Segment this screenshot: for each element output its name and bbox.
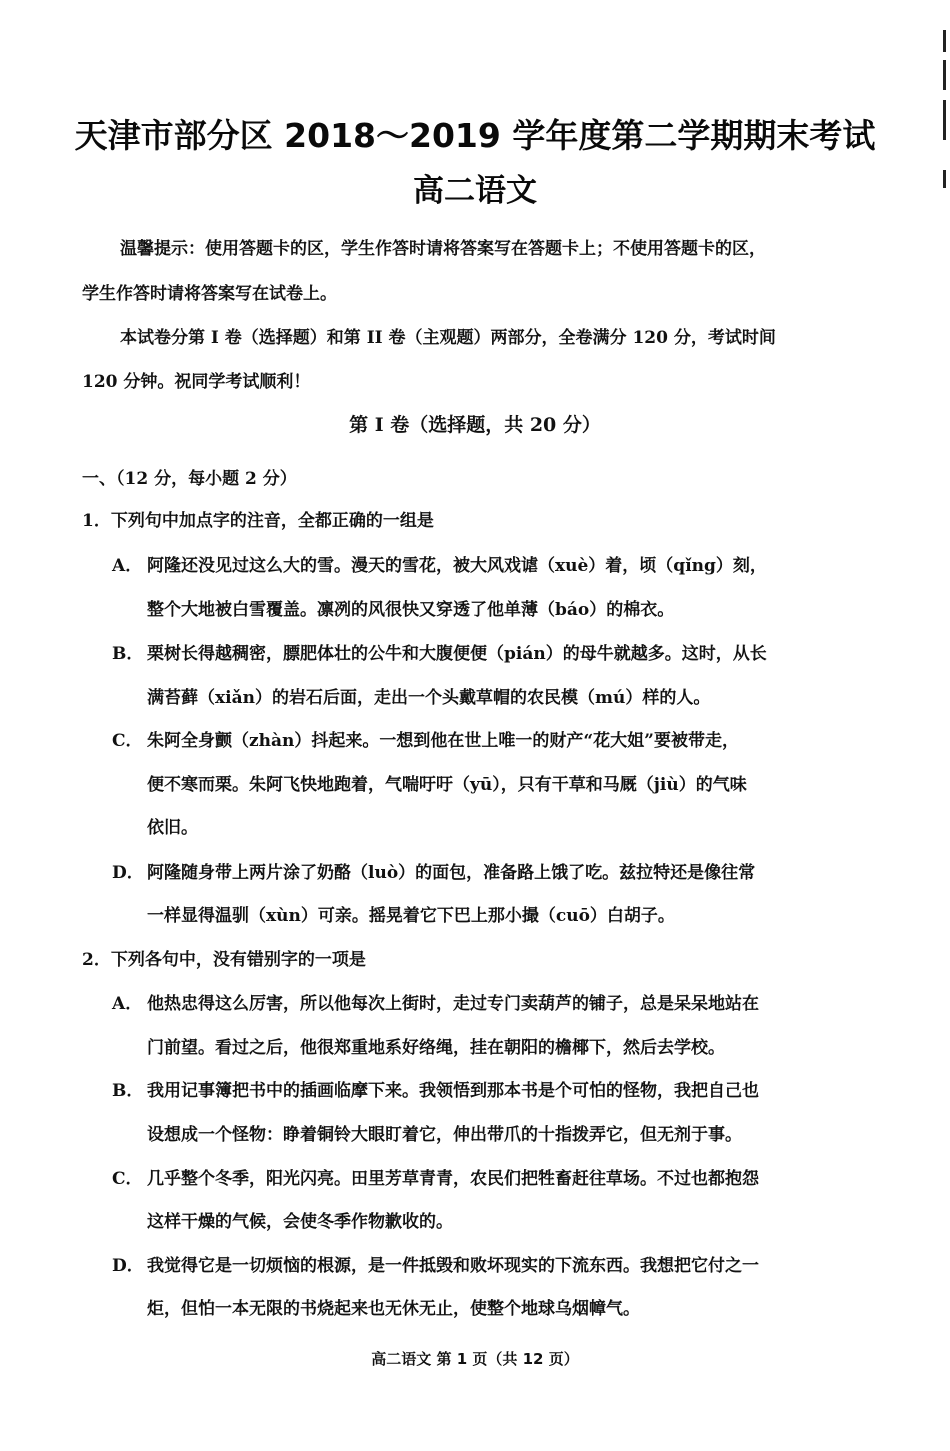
info-line-1: 本试卷分第 I 卷（选择题）和第 II 卷（主观题）两部分，全卷满分 120 分，考试时间 [120,328,776,348]
q2-option-c-line-1: 几乎整个冬季，阳光闪亮。田里芳草青青，农民们把牲畜赶往草场。不过也都抱怨 [147,1169,759,1189]
q1-option-a-line-2: 整个大地被白雪覆盖。凛冽的风很快又穿透了他单薄（báo）的棉衣。 [147,600,675,620]
q1-option-d-line-1: 阿隆随身带上两片涂了奶酪（luò）的面包，准备路上饿了吃。兹拉特还是像往常 [147,863,756,883]
q2-option-a-label: A． [112,994,143,1014]
q2-option-a-line-2: 门前望。看过之后，他很郑重地系好络绳，挂在朝阳的檐椰下，然后去学校。 [147,1038,725,1058]
notice-line-2: 学生作答时请将答案写在试卷上。 [82,284,337,304]
q1-option-c-line-1: 朱阿全身颤（zhàn）抖起来。一想到他在世上唯一的财产“花大姐”要被带走， [147,731,739,751]
notice-line-1: 温馨提示：使用答题卡的区，学生作答时请将答案写在答题卡上；不使用答题卡的区， [120,239,766,259]
q1-option-b-line-2: 满苔藓（xiǎn）的岩石后面，走出一个头戴草帽的农民模（mú）样的人。 [147,688,711,708]
q1-option-b-label: B． [112,644,144,664]
q2-option-b-label: B． [112,1081,144,1101]
part-heading: 一、（12 分，每小题 2 分） [82,469,297,489]
section-title: 第 I 卷（选择题，共 20 分） [349,414,601,436]
q2-option-d-label: D． [112,1256,144,1276]
q1-option-c-label: C． [112,731,143,751]
q2-option-b-line-1: 我用记事簿把书中的插画临摩下来。我领悟到那本书是个可怕的怪物，我把自己也 [147,1081,759,1101]
scan-edge-mark [943,100,946,140]
question-2-stem: 2．下列各句中，没有错别字的一项是 [82,950,366,970]
q2-option-a-line-1: 他热忠得这么厉害，所以他每次上街时，走过专门卖葫芦的铺子，总是呆呆地站在 [147,994,759,1014]
exam-title: 天津市部分区 2018～2019 学年度第二学期期末考试 [74,116,876,155]
q2-option-c-line-2: 这样干燥的气候，会使冬季作物歉收的。 [147,1212,453,1232]
q1-option-d-line-2: 一样显得温驯（xùn）可亲。摇晃着它下巴上那小撮（cuō）白胡子。 [147,906,675,926]
q2-option-b-line-2: 设想成一个怪物：睁着铜铃大眼盯着它，伸出带爪的十指拨弄它，但无剂于事。 [147,1125,742,1145]
page-footer: 高二语文 第 1 页（共 12 页） [371,1350,579,1368]
scan-edge-mark [943,170,946,188]
scan-edge-mark [943,30,946,52]
q2-option-d-line-2: 炬，但怕一本无限的书烧起来也无休无止，使整个地球乌烟幛气。 [147,1299,640,1319]
exam-subject: 高二语文 [413,173,537,209]
q1-option-a-label: A． [112,556,143,576]
q1-option-c-line-3: 依旧。 [147,818,198,838]
q2-option-d-line-1: 我觉得它是一切烦恼的根源，是一件抵毁和败坏现实的下流东西。我想把它付之一 [147,1256,759,1276]
question-1-stem: 1．下列句中加点字的注音，全都正确的一组是 [82,511,434,531]
q1-option-a-line-1: 阿隆还没见过这么大的雪。漫天的雪花，被大风戏谑（xuè）着，顷（qǐng）刻， [147,556,767,576]
q1-option-b-line-1: 栗树长得越稠密，膘肥体壮的公牛和大腹便便（pián）的母牛就越多。这时，从长 [147,644,767,664]
scan-edge-mark [943,60,946,90]
q1-option-c-line-2: 便不寒而栗。朱阿飞快地跑着，气喘吁吁（yū），只有干草和马厩（jiù）的气味 [147,775,747,795]
q1-option-d-label: D． [112,863,144,883]
q2-option-c-label: C． [112,1169,143,1189]
info-line-2: 120 分钟。祝同学考试顺利！ [82,372,311,392]
